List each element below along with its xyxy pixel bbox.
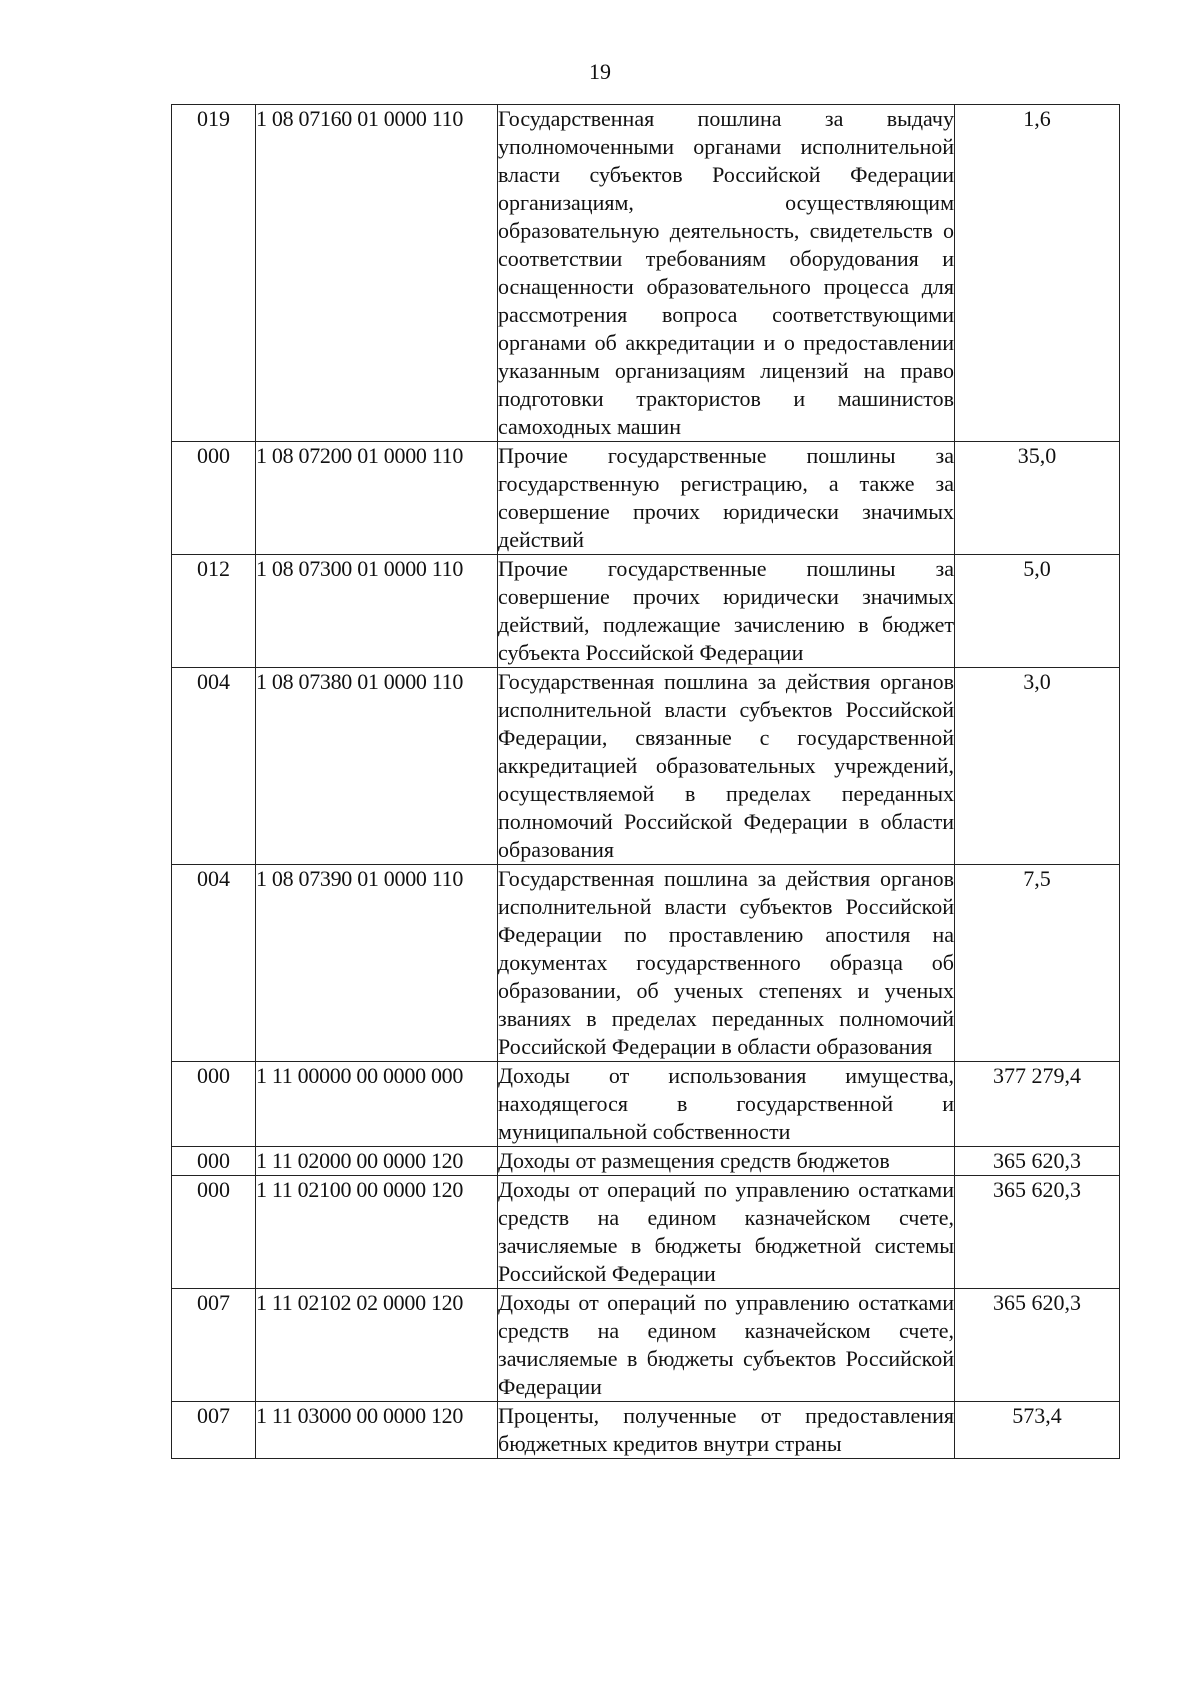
administrator-code: 000 <box>172 1176 256 1289</box>
budget-classification-code: 1 08 07380 01 0000 110 <box>256 668 498 865</box>
revenue-amount: 365 620,3 <box>955 1147 1120 1176</box>
table-row <box>172 1402 1120 1459</box>
revenue-table <box>171 104 1120 1459</box>
revenue-amount: 35,0 <box>955 442 1120 555</box>
table-row <box>172 865 1120 1062</box>
budget-classification-code: 1 11 02100 00 0000 120 <box>256 1176 498 1289</box>
table-row <box>172 1147 1120 1176</box>
table-row <box>172 105 1120 442</box>
revenue-name: Доходы от размещения средств бюджетов <box>498 1147 955 1176</box>
page-number: 19 <box>589 59 611 84</box>
administrator-code: 004 <box>172 865 256 1062</box>
budget-classification-code: 1 08 07300 01 0000 110 <box>256 555 498 668</box>
revenue-amount: 365 620,3 <box>955 1176 1120 1289</box>
revenue-name: Проценты, полученные от предоставления бюджетных кредитов внутри страны <box>498 1402 955 1459</box>
administrator-code: 004 <box>172 668 256 865</box>
revenue-name: Государственная пошлина за действия органов исполнительной власти субъектов Российской Федерации по проставлению апостиля на документах государственного образца об образовании, об ученых степенях и ученых званиях в пределах переданных полномочий Российской Федерации в области образования <box>498 865 955 1062</box>
revenue-amount: 5,0 <box>955 555 1120 668</box>
administrator-code: 012 <box>172 555 256 668</box>
revenue-amount: 1,6 <box>955 105 1120 442</box>
budget-classification-code: 1 08 07390 01 0000 110 <box>256 865 498 1062</box>
budget-classification-code: 1 11 02102 02 0000 120 <box>256 1289 498 1402</box>
table-row <box>172 1289 1120 1402</box>
administrator-code: 000 <box>172 1147 256 1176</box>
revenue-name: Прочие государственные пошлины за государственную регистрацию, а также за совершение прочих юридически значимых действий <box>498 442 955 555</box>
budget-classification-code: 1 11 03000 00 0000 120 <box>256 1402 498 1459</box>
budget-classification-code: 1 11 00000 00 0000 000 <box>256 1062 498 1147</box>
administrator-code: 019 <box>172 105 256 442</box>
budget-classification-code: 1 11 02000 00 0000 120 <box>256 1147 498 1176</box>
administrator-code: 000 <box>172 1062 256 1147</box>
budget-classification-code: 1 08 07160 01 0000 110 <box>256 105 498 442</box>
table-row <box>172 555 1120 668</box>
revenue-name: Государственная пошлина за действия органов исполнительной власти субъектов Российской Федерации, связанные с государственной аккредитацией образовательных учреждений, осуществляемой в пределах переданных полномочий Российской Федерации в области образования <box>498 668 955 865</box>
revenue-name: Прочие государственные пошлины за совершение прочих юридически значимых действий, подлежащие зачислению в бюджет субъекта Российской Федерации <box>498 555 955 668</box>
table-row <box>172 1176 1120 1289</box>
revenue-name: Доходы от использования имущества, находящегося в государственной и муниципальной собственности <box>498 1062 955 1147</box>
table-row <box>172 668 1120 865</box>
table-row <box>172 1062 1120 1147</box>
revenue-amount: 573,4 <box>955 1402 1120 1459</box>
budget-classification-code: 1 08 07200 01 0000 110 <box>256 442 498 555</box>
revenue-name: Доходы от операций по управлению остатками средств на едином казначейском счете, зачисляемые в бюджеты бюджетной системы Российской Федерации <box>498 1176 955 1289</box>
administrator-code: 000 <box>172 442 256 555</box>
revenue-amount: 377 279,4 <box>955 1062 1120 1147</box>
table-row <box>172 442 1120 555</box>
revenue-amount: 7,5 <box>955 865 1120 1062</box>
administrator-code: 007 <box>172 1402 256 1459</box>
revenue-name: Доходы от операций по управлению остатками средств на едином казначейском счете, зачисляемые в бюджеты субъектов Российской Федерации <box>498 1289 955 1402</box>
revenue-name: Государственная пошлина за выдачу уполномоченными органами исполнительной власти субъектов Российской Федерации организациям, осуществляющим образовательную деятельность, свидетельств о соответствии требованиям оборудования и оснащенности образовательного процесса для рассмотрения вопроса соответствующими органами об аккредитации и о предоставлении указанным организациям лицензий на право подготовки трактористов и машинистов самоходных машин <box>498 105 955 442</box>
revenue-amount: 3,0 <box>955 668 1120 865</box>
revenue-amount: 365 620,3 <box>955 1289 1120 1402</box>
administrator-code: 007 <box>172 1289 256 1402</box>
